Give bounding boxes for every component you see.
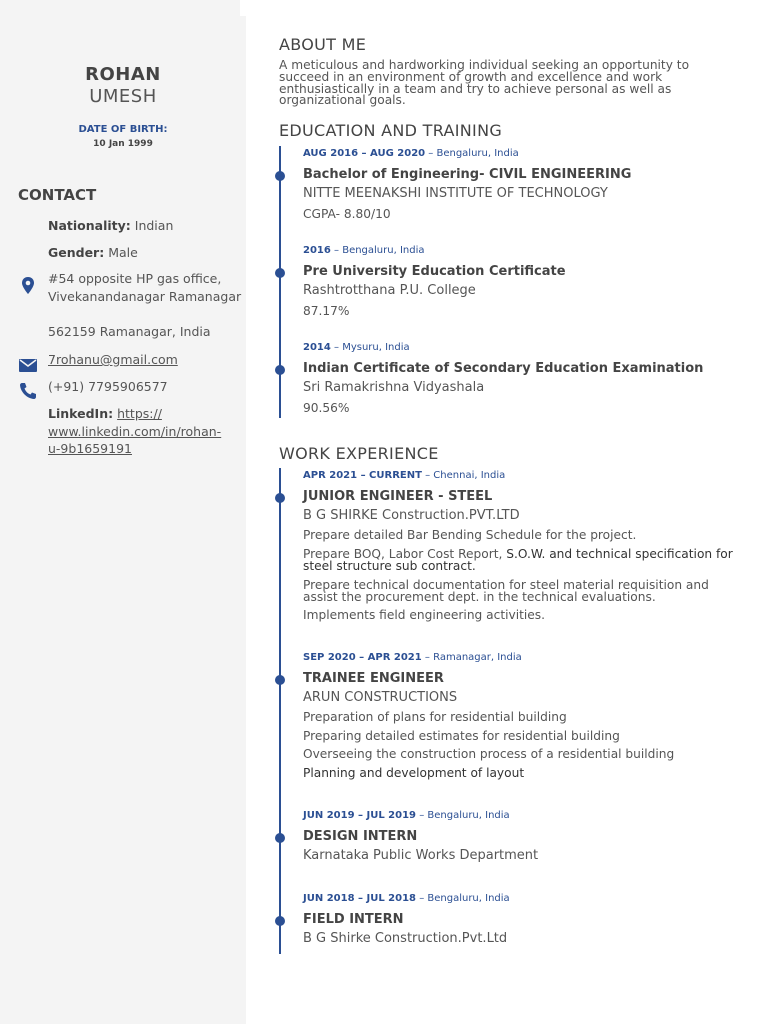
timeline-dot	[275, 675, 285, 685]
work-1-meta	[303, 470, 505, 481]
work-2-sep: –	[421, 652, 434, 663]
work-3-title: DESIGN INTERN	[303, 829, 418, 844]
edu-3-sep: –	[330, 342, 343, 353]
edu-3-institution: Sri Ramakrishna Vidyashala	[303, 380, 485, 395]
linkedin-row-3	[48, 440, 132, 458]
contact-heading: CONTACT	[18, 186, 97, 204]
timeline-dot	[275, 833, 285, 843]
last-name: UMESH	[89, 86, 157, 107]
linkedin-link-3[interactable]: u-9b1659191	[48, 441, 132, 456]
work-1-detail-4: Implements field engineering activities.	[303, 608, 545, 622]
timeline-dot	[275, 171, 285, 181]
nationality-value: Indian	[134, 218, 174, 233]
timeline-dot	[275, 916, 285, 926]
address-line-1: #54 opposite HP gas office,	[48, 271, 222, 286]
work-4-sep: –	[416, 893, 428, 904]
work-2-detail-3: Overseeing the construction process of a residential building	[303, 747, 675, 761]
work-1-detail-2b: S.O.W. and technical specification for steel structure sub contract.	[303, 547, 733, 573]
work-3-company: Karnataka Public Works Department	[303, 848, 539, 863]
edu-2-institution: Rashtrotthana P.U. College	[303, 283, 476, 298]
nationality-label: Nationality:	[48, 218, 131, 233]
work-1-detail-1: Prepare detailed Bar Bending Schedule for the project.	[303, 528, 637, 542]
work-3-date: JUN 2019 – JUL 2019	[303, 810, 417, 821]
about-text: A meticulous and hardworking individual seeking an opportunity to succeed in an environment of growth and excellence and work enthusiastically in a team and try to achieve personal as well as organizational goals.	[279, 58, 690, 108]
timeline-dot	[275, 493, 285, 503]
edu-2-title: Pre University Education Certificate	[303, 264, 566, 279]
work-1-location: Chennai, India	[433, 470, 506, 481]
envelope-icon	[18, 355, 38, 375]
education-heading: EDUCATION AND TRAINING	[279, 121, 503, 140]
work-1-date: APR 2021 – CURRENT	[303, 470, 422, 481]
nationality	[48, 217, 173, 235]
edu-1-location: Bengaluru, India	[436, 148, 519, 159]
edu-2-date: 2016	[303, 245, 331, 256]
linkedin-label: LinkedIn:	[48, 406, 114, 421]
email-link[interactable]	[48, 351, 178, 369]
linkedin-link-1[interactable]: https://	[117, 406, 162, 421]
dob-label: DATE OF BIRTH:	[78, 124, 168, 135]
sidebar-top-gap	[240, 0, 250, 16]
work-2-date: SEP 2020 – APR 2021	[303, 652, 422, 663]
work-2-detail-4: Planning and development of layout	[303, 766, 525, 780]
linkedin-row-1	[48, 405, 162, 423]
edu-2-sep: –	[330, 245, 343, 256]
work-2-detail-2: Preparing detailed estimates for residential building	[303, 729, 620, 743]
email-text[interactable]: 7rohanu@gmail.com	[48, 352, 178, 367]
about-heading: ABOUT ME	[279, 35, 367, 54]
work-2-location: Ramanagar, India	[433, 652, 522, 663]
work-heading: WORK EXPERIENCE	[279, 444, 439, 463]
sidebar	[0, 0, 246, 1024]
work-1-sep: –	[421, 470, 434, 481]
timeline-dot	[275, 365, 285, 375]
timeline-dot	[275, 268, 285, 278]
edu-3-date: 2014	[303, 342, 331, 353]
edu-1-institution: NITTE MEENAKSHI INSTITUTE OF TECHNOLOGY	[303, 186, 608, 201]
work-1-detail-2a: Prepare BOQ, Labor Cost Report,	[303, 547, 507, 561]
work-3-location: Bengaluru, India	[427, 810, 510, 821]
work-1-company: B G SHIRKE Construction.PVT.LTD	[303, 508, 520, 523]
edu-1-score: CGPA- 8.80/10	[303, 207, 391, 221]
phone-number: (+91) 7795906577	[48, 379, 168, 394]
work-3-sep: –	[416, 810, 428, 821]
work-2-detail-1: Preparation of plans for residential building	[303, 710, 567, 724]
edu-1-meta	[303, 148, 519, 159]
location-pin-icon	[18, 276, 38, 296]
work-1-detail-3: Prepare technical documentation for steel material requisition and assist the procurement dept. in the technical evaluations.	[303, 578, 709, 604]
edu-2-meta	[303, 245, 425, 256]
edu-2-location: Bengaluru, India	[342, 245, 425, 256]
work-4-title: FIELD INTERN	[303, 912, 404, 927]
work-4-location: Bengaluru, India	[427, 893, 510, 904]
gender-value: Male	[108, 245, 138, 260]
work-timeline	[279, 468, 281, 954]
address-line-3: 562159 Ramanagar, India	[48, 324, 211, 339]
work-3-meta	[303, 810, 510, 821]
phone-icon	[18, 381, 38, 401]
linkedin-row-2	[48, 423, 221, 441]
work-1-detail-2	[303, 549, 733, 573]
edu-3-location: Mysuru, India	[342, 342, 410, 353]
gender-label: Gender:	[48, 245, 105, 260]
education-timeline	[279, 146, 281, 418]
gender	[48, 244, 138, 262]
edu-1-title: Bachelor of Engineering- CIVIL ENGINEERING	[303, 167, 632, 182]
work-2-title: TRAINEE ENGINEER	[303, 671, 444, 686]
edu-3-meta	[303, 342, 410, 353]
work-4-meta	[303, 893, 510, 904]
edu-2-score: 87.17%	[303, 304, 350, 318]
edu-1-sep: –	[425, 148, 437, 159]
first-name: ROHAN	[85, 64, 161, 85]
dob-value: 10 Jan 1999	[93, 139, 153, 149]
edu-3-title: Indian Certificate of Secondary Education Examination	[303, 361, 704, 376]
work-4-company: B G Shirke Construction.Pvt.Ltd	[303, 931, 508, 946]
edu-1-date: AUG 2016 – AUG 2020	[303, 148, 426, 159]
linkedin-link-2[interactable]: www.linkedin.com/in/rohan-	[48, 424, 222, 439]
edu-3-score: 90.56%	[303, 401, 350, 415]
work-2-meta	[303, 652, 522, 663]
address-line-2: Vivekanandanagar Ramanagar	[48, 289, 242, 304]
work-1-title: JUNIOR ENGINEER - STEEL	[303, 489, 493, 504]
work-2-company: ARUN CONSTRUCTIONS	[303, 690, 458, 705]
work-4-date: JUN 2018 – JUL 2018	[303, 893, 417, 904]
